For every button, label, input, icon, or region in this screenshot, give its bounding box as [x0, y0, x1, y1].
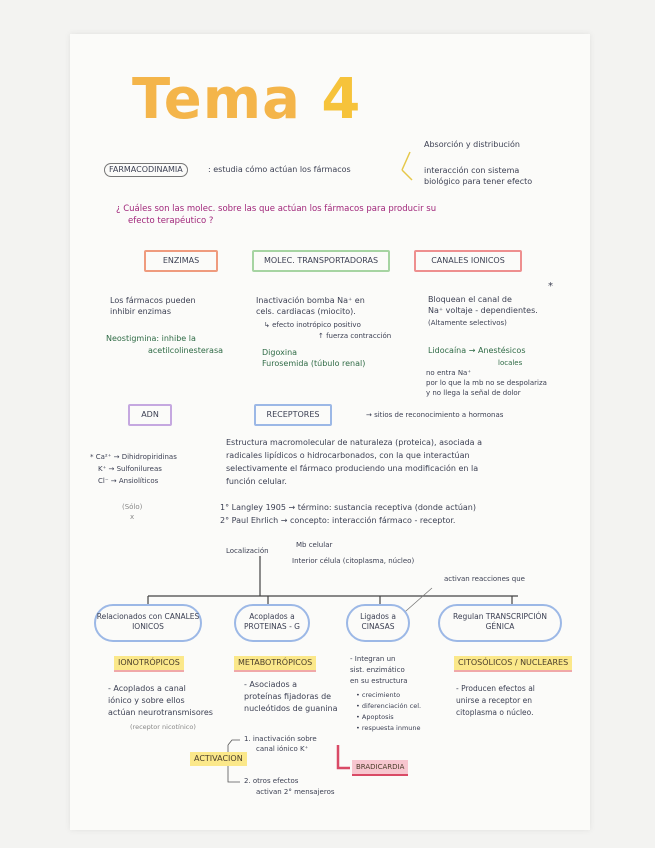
box-canales-ionicos: CANALES IONICOS — [414, 250, 522, 272]
cloud-transcripcion-genica: Regulan TRANSCRIPCIÓN GÉNICA — [438, 604, 562, 642]
cloud-canales-ionicos: Relacionados con CANALES IONICOS — [94, 604, 202, 642]
canales-example-5: y no llega la señal de dolor — [426, 389, 521, 397]
canales-text-3: (Altamente selectivos) — [428, 319, 507, 327]
canales-text-1: Bloquean el canal de — [428, 295, 512, 304]
ion-note-1: * Ca²⁺ → Dihidropiridinas — [90, 453, 177, 461]
tag-activacion: ACTIVACION — [190, 752, 247, 766]
definition-line-3: selectivamente el fármaco produciendo una modificación en la — [226, 464, 479, 473]
branch-interaccion-2: biológico para tener efecto — [424, 177, 533, 186]
tag-metabotropicos: METABOTRÓPICOS — [234, 656, 316, 672]
activacion-item-1b: canal iónico K⁺ — [256, 745, 309, 753]
molec-text-2: cels. cardiacas (miocito). — [256, 307, 356, 316]
box-adn: ADN — [128, 404, 172, 426]
kinase-list-1: • crecimiento — [356, 691, 401, 699]
ion-note-5: x — [130, 513, 135, 521]
metabo-desc-3: nucleótidos de guanina — [244, 704, 338, 713]
iono-desc-2: iónico y sobre ellos — [108, 696, 185, 705]
box-receptores: RECEPTORES — [254, 404, 332, 426]
location-interior: Interior célula (citoplasma, núcleo) — [292, 557, 415, 565]
canales-text-2: Na⁺ voltaje - dependientes. — [428, 306, 538, 315]
activacion-item-2a: 2. otros efectos — [244, 777, 299, 785]
enzimas-example-2: acetilcolinesterasa — [148, 346, 224, 355]
ion-note-2: K⁺ → Sulfonilureas — [98, 465, 162, 473]
tag-ionotropicos: IONOTRÓPICOS — [114, 656, 184, 672]
molec-example-2: Furosemida (túbulo renal) — [262, 359, 366, 368]
molec-text-1: Inactivación bomba Na⁺ en — [256, 296, 365, 305]
kinase-desc-3: en su estructura — [350, 677, 408, 685]
question-line-2: efecto terapéutico ? — [128, 216, 214, 226]
iono-desc-3: actúan neurotransmisores — [108, 708, 213, 717]
definition-line-1: Estructura macromolecular de naturaleza (proteica), asociada a — [226, 438, 483, 447]
kinase-list-3: • Apoptosis — [356, 713, 394, 721]
canales-example-3: no entra Na⁺ — [426, 369, 472, 377]
location-membrane: Mb celular — [296, 541, 333, 549]
star-mark: * — [548, 281, 553, 292]
kinase-activate-note: activan reacciones que — [444, 575, 525, 583]
ion-note-3: Cl⁻ → Ansiolíticos — [98, 477, 159, 485]
metabo-desc-1: - Asociados a — [244, 680, 298, 689]
molec-example-1: Digoxina — [262, 348, 298, 357]
cloud-proteinas-g: Acoplados a PROTEINAS - G — [234, 604, 310, 642]
definition-line-4: función celular. — [226, 477, 287, 486]
nuclear-desc-2: unirse a receptor en — [456, 696, 532, 705]
activacion-item-2b: activan 2° mensajeros — [256, 788, 335, 796]
kinase-list-4: • respuesta inmune — [356, 724, 421, 732]
ion-note-4: (Sólo) — [122, 503, 143, 511]
activacion-item-1a: 1. inactivación sobre — [244, 735, 317, 743]
enzimas-text-1: Los fármacos pueden — [110, 296, 196, 305]
enzimas-example-1: Neostigmina: inhibe la — [106, 334, 196, 343]
enzimas-text-2: inhibir enzimas — [110, 307, 171, 316]
definition-line-2: radicales lipídicos o hidrocarbonados, con la que interactúan — [226, 451, 470, 460]
farmacodinamia-label: FARMACODINAMIA — [104, 163, 188, 177]
nuclear-desc-1: - Producen efectos al — [456, 684, 535, 693]
page-title: Tema 4 — [132, 67, 362, 132]
box-enzimas: ENZIMAS — [144, 250, 218, 272]
farmacodinamia-definition: : estudia cómo actúan los fármacos — [208, 165, 351, 174]
iono-extra: (receptor nicotínico) — [130, 723, 196, 731]
cloud-cinasas: Ligados a CINASAS — [346, 604, 410, 642]
branch-absorcion: Absorción y distribución — [424, 140, 520, 149]
canales-example-1: Lidocaína → Anestésicos — [428, 346, 526, 355]
iono-desc-1: - Acoplados a canal — [108, 684, 186, 693]
molec-text-4: ↑ fuerza contracción — [318, 332, 392, 340]
box-molec-transportadoras: MOLEC. TRANSPORTADORAS — [252, 250, 390, 272]
kinase-desc-1: - Integran un — [350, 655, 396, 663]
question-line-1: ¿ Cuáles son las molec. sobre las que actúan los fármacos para producir su — [116, 204, 437, 214]
metabo-desc-2: proteínas fijadoras de — [244, 692, 332, 701]
tag-bradicardia: BRADICARDIA — [352, 760, 408, 776]
canales-example-4: por lo que la mb no se despolariza — [426, 379, 547, 387]
kinase-list-2: • diferenciación cel. — [356, 702, 422, 710]
molec-text-3: ↳ efecto inotrópico positivo — [264, 321, 361, 329]
history-ehrlich: 2° Paul Ehrlich → concepto: interacción fármaco - receptor. — [220, 516, 456, 525]
branch-interaccion-1: interacción con sistema — [424, 166, 520, 175]
location-label: Localización — [226, 547, 269, 555]
tag-citosolicos-nucleares: CITOSÓLICOS / NUCLEARES — [454, 656, 572, 672]
kinase-desc-2: sist. enzimático — [350, 666, 405, 674]
nuclear-desc-3: citoplasma o núcleo. — [456, 708, 534, 717]
receptores-arrow-note: → sitios de reconocimiento a hormonas — [366, 411, 504, 419]
canales-example-2: locales — [498, 359, 523, 367]
history-langley: 1° Langley 1905 → término: sustancia receptiva (donde actúan) — [220, 503, 476, 512]
